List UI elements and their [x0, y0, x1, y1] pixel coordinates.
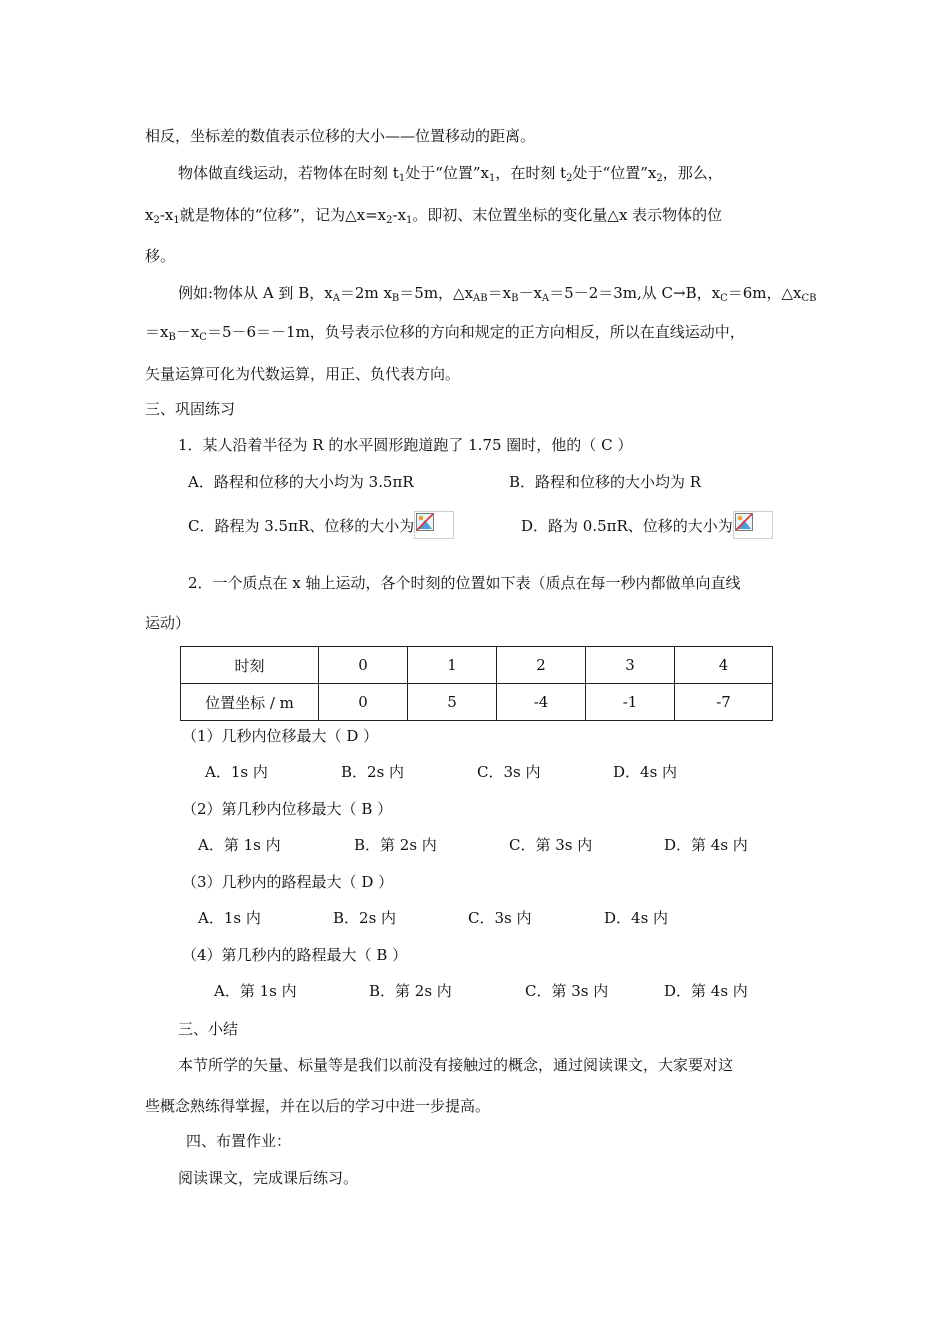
subquestion-1-option-b: B．2s 内	[341, 763, 405, 781]
table-cell: 时刻	[181, 647, 319, 684]
subquestion-2: （2）第几秒内位移最大（ B ）	[182, 800, 393, 818]
summary-heading: 三、小结	[178, 1020, 239, 1038]
summary-line-1: 本节所学的矢量、标量等是我们以前没有接触过的概念，通过阅读课文，大家要对这	[178, 1056, 734, 1074]
broken-image-icon	[414, 511, 454, 539]
table-cell: 位置坐标 / m	[181, 684, 319, 721]
intro-line-3: $x_2-x_1$就是物体的“位移”，记为$\triangle x=x_2-x_1$。即初、末位置坐标的变化量△x 表示物体的位	[145, 206, 723, 226]
homework-heading: 四、布置作业：	[186, 1132, 292, 1150]
subquestion-3: （3）几秒内的路程最大（ D ）	[182, 873, 394, 891]
table-cell: -1	[586, 684, 675, 721]
question-1-option-d: D．路为 0.5πR、位移的大小为	[521, 511, 773, 539]
subquestion-3-option-b: B．2s 内	[333, 909, 397, 927]
subquestion-2-option-d: D．第 4s 内	[664, 836, 748, 854]
table-cell: 3	[586, 647, 675, 684]
subquestion-1-option-d: D．4s 内	[613, 763, 678, 781]
intro-line-4: 移。	[145, 247, 176, 265]
intro-line-1: 相反，坐标差的数值表示位移的大小——位置移动的距离。	[145, 127, 536, 145]
question-1-option-c: C．路程为 3.5πR、位移的大小为	[188, 511, 454, 539]
table-cell: 2	[497, 647, 586, 684]
subquestion-2-option-b: B．第 2s 内	[354, 836, 437, 854]
intro-line-7: 矢量运算可化为代数运算，用正、负代表方向。	[145, 365, 461, 383]
table-cell: 4	[675, 647, 773, 684]
subquestion-4-option-d: D．第 4s 内	[664, 982, 748, 1000]
subquestion-4-option-a: A．第 1s 内	[214, 982, 297, 1000]
table-cell: -7	[675, 684, 773, 721]
table-cell: -4	[497, 684, 586, 721]
subquestion-2-option-c: C．第 3s 内	[509, 836, 593, 854]
table-cell: 0	[319, 684, 408, 721]
table-row	[181, 647, 773, 684]
table-cell: 1	[408, 647, 497, 684]
homework-line-1: 阅读课文，完成课后练习。	[178, 1169, 359, 1187]
broken-image-icon	[733, 511, 773, 539]
question-2-line-2: 运动）	[145, 614, 191, 632]
question-1-option-a: A．路程和位移的大小均为 3.5πR	[188, 473, 414, 491]
subquestion-4: （4）第几秒内的路程最大（ B ）	[182, 946, 408, 964]
question-1-option-b: B．路程和位移的大小均为 R	[509, 473, 702, 491]
subquestion-3-option-a: A．1s 内	[198, 909, 261, 927]
intro-line-6: $=x_B-x_C=5-6=-1m$，负号表示位移的方向和规定的正方向相反，所以在直线运动中，	[145, 323, 745, 343]
question-1: 1．某人沿着半径为 R 的水平圆形跑道跑了 1.75 圈时，他的（ C ）	[178, 436, 633, 454]
subquestion-1-option-c: C．3s 内	[477, 763, 541, 781]
summary-line-2: 些概念熟练得掌握，并在以后的学习中进一步提高。	[145, 1097, 491, 1115]
table-row	[181, 684, 773, 721]
subquestion-4-option-b: B．第 2s 内	[369, 982, 452, 1000]
practice-heading: 三、巩固练习	[145, 400, 236, 418]
table-cell: 0	[319, 647, 408, 684]
subquestion-1: （1）几秒内位移最大（ D ）	[182, 727, 379, 745]
table-cell: 5	[408, 684, 497, 721]
subquestion-3-option-c: C．3s 内	[468, 909, 532, 927]
intro-line-2: 物体做直线运动，若物体在时刻 $t_1$处于“位置$”x_1$，在时刻 $t_2$处于“位置$”x_2$，那么，	[178, 164, 723, 184]
position-table	[180, 646, 773, 721]
subquestion-3-option-d: D．4s 内	[604, 909, 669, 927]
subquestion-1-option-a: A．1s 内	[205, 763, 268, 781]
intro-line-5: 例如:物体从 A 到 B，$x_A=2m$ $x_B=5m$，$\triangle x_{AB}=x_B-x_A=5-2=3m$,从 C→B，$x_C=6m$，$\triangle x_{CB}$	[178, 284, 817, 304]
subquestion-4-option-c: C．第 3s 内	[525, 982, 609, 1000]
subquestion-2-option-a: A．第 1s 内	[198, 836, 281, 854]
question-2-line-1: 2．一个质点在 x 轴上运动，各个时刻的位置如下表（质点在每一秒内都做单向直线	[188, 574, 741, 592]
